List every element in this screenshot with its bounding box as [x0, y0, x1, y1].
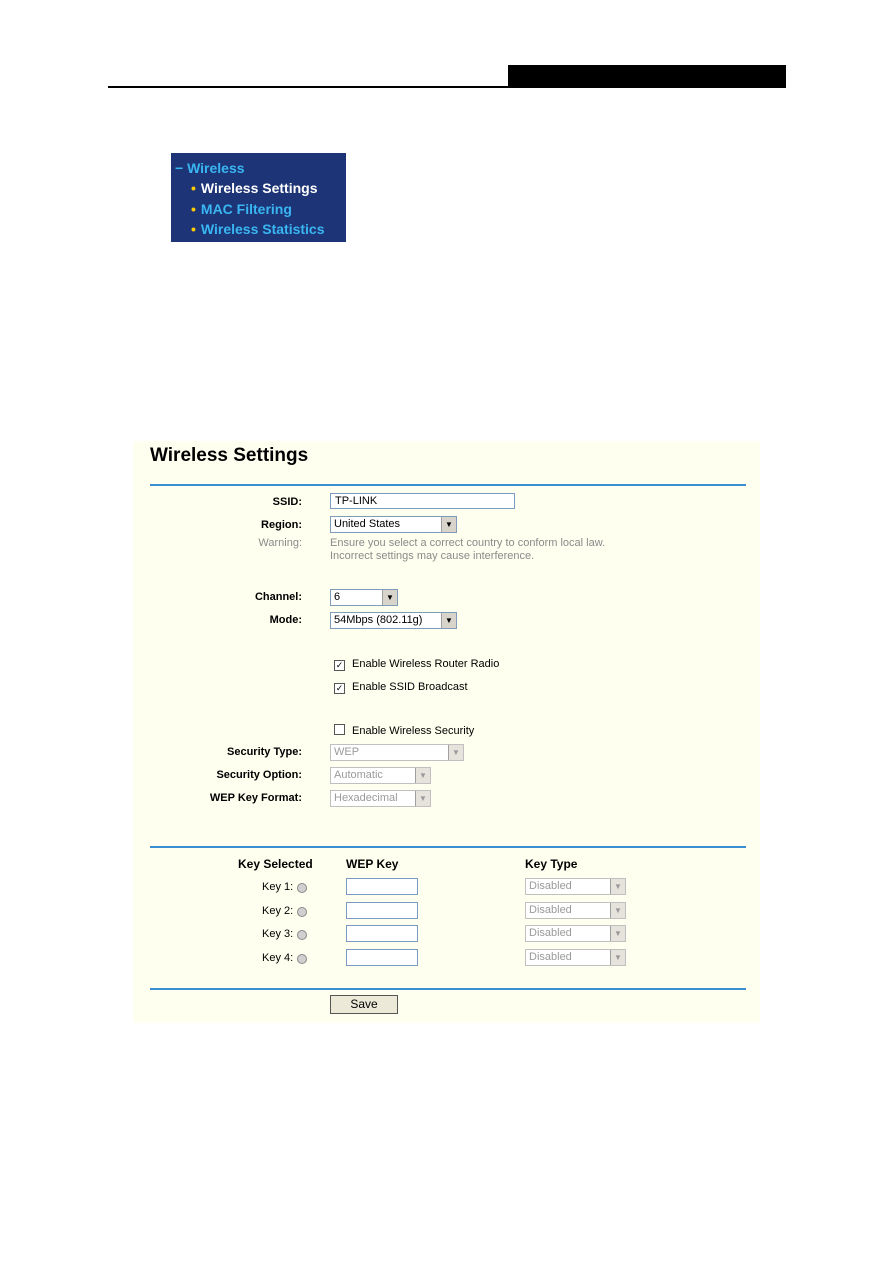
save-button[interactable]: Save — [330, 995, 398, 1014]
wep-key-header: WEP Key — [346, 857, 399, 871]
bullet-icon: • — [191, 221, 196, 237]
mode-select[interactable]: 54Mbps (802.11g) ▼ — [330, 612, 457, 629]
checkbox-checked-icon: ✓ — [335, 660, 344, 670]
channel-select[interactable]: 6 ▼ — [330, 589, 398, 606]
chevron-down-icon: ▼ — [382, 590, 397, 605]
region-select[interactable]: United States ▼ — [330, 516, 457, 533]
chevron-down-icon: ▼ — [610, 950, 625, 965]
security-option-select[interactable]: Automatic ▼ — [330, 767, 431, 784]
checkbox-checked-icon: ✓ — [335, 683, 344, 693]
divider — [150, 846, 746, 848]
sidebar-item-mac-filtering[interactable]: • MAC Filtering — [191, 201, 292, 217]
key-label: Key 4: — [262, 952, 294, 964]
chevron-down-icon: ▼ — [441, 613, 456, 628]
wireless-settings-panel — [133, 441, 760, 1023]
ssid-label: SSID: — [272, 496, 302, 508]
key-row — [133, 902, 760, 922]
sidebar-item-wireless-settings[interactable]: • Wireless Settings — [191, 180, 318, 196]
key-2-type-select[interactable]: Disabled ▼ — [525, 902, 626, 919]
key-3-radio[interactable] — [297, 930, 307, 940]
bullet-icon: • — [191, 201, 196, 217]
key-1-radio[interactable] — [297, 883, 307, 893]
divider — [150, 988, 746, 990]
sidebar-menu — [171, 153, 346, 242]
enable-radio-checkbox[interactable]: ✓ Enable Wireless Router Radio — [335, 658, 500, 670]
enable-security-checkbox[interactable]: Enable Wireless Security — [334, 724, 474, 737]
key-3-input[interactable] — [346, 925, 418, 942]
channel-label: Channel: — [254, 591, 302, 603]
key-label: Key 1: — [262, 881, 294, 893]
enable-ssid-broadcast-checkbox[interactable]: ✓ Enable SSID Broadcast — [335, 681, 468, 693]
key-1-input[interactable] — [346, 878, 418, 895]
chevron-down-icon: ▼ — [441, 517, 456, 532]
chevron-down-icon: ▼ — [415, 768, 430, 783]
key-label: Key 2: — [262, 905, 294, 917]
security-type-label: Security Type: — [227, 746, 302, 758]
header-rule — [108, 86, 786, 88]
key-2-radio[interactable] — [297, 907, 307, 917]
divider — [150, 484, 746, 486]
chevron-down-icon: ▼ — [610, 903, 625, 918]
chevron-down-icon: ▼ — [610, 879, 625, 894]
key-label: Key 3: — [262, 928, 294, 940]
key-row — [133, 949, 760, 969]
key-type-header: Key Type — [525, 857, 578, 871]
security-type-select[interactable]: WEP ▼ — [330, 744, 464, 761]
wep-key-format-label: WEP Key Format: — [209, 792, 302, 804]
sidebar-header-wireless[interactable]: − Wireless — [175, 160, 245, 176]
region-label: Region: — [261, 519, 302, 531]
mode-label: Mode: — [269, 614, 302, 626]
warning-label: Warning: — [258, 537, 302, 549]
wep-key-format-select[interactable]: Hexadecimal ▼ — [330, 790, 431, 807]
checkbox-unchecked-icon — [334, 724, 345, 735]
chevron-down-icon: ▼ — [610, 926, 625, 941]
key-4-type-select[interactable]: Disabled ▼ — [525, 949, 626, 966]
collapse-icon: − — [175, 160, 188, 176]
warning-text: Ensure you select a correct country to conform local law. Incorrect settings may cause interference. — [330, 537, 606, 562]
bullet-icon: • — [191, 180, 196, 196]
chevron-down-icon: ▼ — [448, 745, 463, 760]
key-row — [133, 878, 760, 898]
header-black-bar — [508, 65, 786, 88]
key-3-type-select[interactable]: Disabled ▼ — [525, 925, 626, 942]
key-selected-header: Key Selected — [238, 857, 313, 871]
key-2-input[interactable] — [346, 902, 418, 919]
security-option-label: Security Option: — [216, 769, 302, 781]
key-4-input[interactable] — [346, 949, 418, 966]
key-1-type-select[interactable]: Disabled ▼ — [525, 878, 626, 895]
key-row — [133, 925, 760, 945]
sidebar-item-wireless-statistics[interactable]: • Wireless Statistics — [191, 221, 325, 237]
chevron-down-icon: ▼ — [415, 791, 430, 806]
key-4-radio[interactable] — [297, 954, 307, 964]
page-title: Wireless Settings — [150, 445, 309, 466]
ssid-input[interactable] — [330, 493, 515, 509]
